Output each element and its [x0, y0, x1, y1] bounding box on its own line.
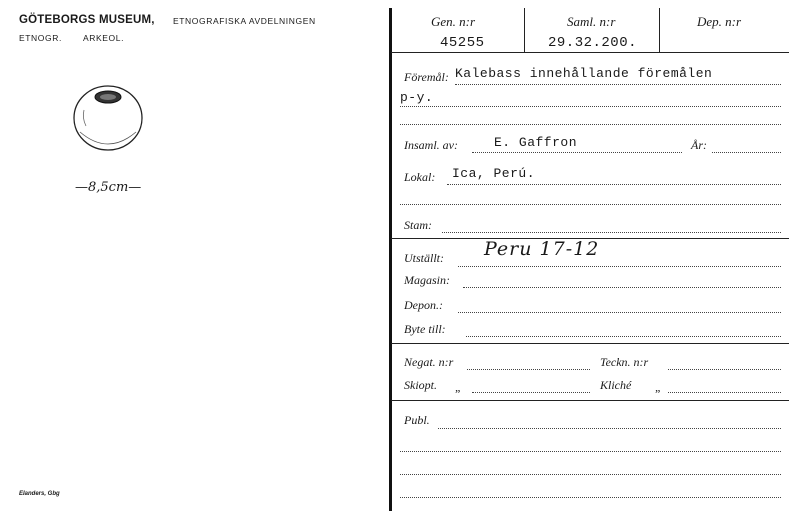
section-row: [19, 33, 125, 43]
dotted-line: [668, 369, 781, 370]
dotted-line: [472, 392, 590, 393]
gen-label: Gen. n:r: [431, 14, 476, 29]
printer-mark: Elanders, Gbg: [19, 491, 60, 497]
measurement: —8,5cm—: [75, 180, 142, 195]
depon-label: Depon.:: [404, 298, 443, 312]
dotted-line: [447, 184, 781, 185]
skiopt-ditto: „: [455, 380, 462, 394]
dotted-line: [463, 287, 781, 288]
dotted-line: [455, 84, 781, 85]
gen-value: 45255: [440, 35, 485, 51]
dotted-line: [400, 474, 781, 475]
skiopt-label: Skiopt.: [404, 378, 437, 392]
stam-label: Stam:: [404, 218, 432, 232]
dotted-line: [467, 369, 590, 370]
dep-label: Dep. n:r: [697, 14, 742, 29]
lokal-value: Ica, Perú.: [452, 166, 536, 181]
saml-label: Saml. n:r: [567, 14, 616, 29]
card-divider: [389, 8, 392, 511]
dotted-line: [400, 204, 781, 205]
cell-divider: [524, 8, 525, 52]
utstallt-value: Peru 17-12: [484, 238, 600, 260]
ar-label: År:: [691, 138, 707, 152]
dotted-line: [458, 266, 781, 267]
section-rule: [391, 400, 789, 401]
lokal-label: Lokal:: [404, 170, 436, 184]
foremal-label: Föremål:: [404, 70, 449, 84]
insaml-label: Insaml. av:: [404, 138, 458, 152]
section-rule: [391, 343, 789, 344]
dotted-line: [466, 336, 781, 337]
header-rule: [391, 52, 789, 53]
dotted-line: [712, 152, 781, 153]
museum-name: GÖTEBORGS MUSEUM,: [19, 14, 155, 26]
negat-label: Negat. n:r: [404, 355, 454, 369]
dotted-line: [400, 497, 781, 498]
dotted-line: [472, 152, 682, 153]
gourd-sketch-icon: [68, 82, 148, 159]
dotted-line: [458, 312, 781, 313]
cell-divider: [659, 8, 660, 52]
teckn-label: Teckn. n:r: [600, 355, 649, 369]
utstallt-label: Utställt:: [404, 251, 445, 265]
kliche-ditto: „: [655, 380, 662, 394]
dotted-line: [438, 428, 781, 429]
dotted-line: [400, 106, 781, 107]
foremal-value-line1: Kalebass innehållande föremålen: [455, 66, 713, 81]
section-etnogr: ETNOGR.: [19, 33, 62, 43]
kliche-label: Kliché: [600, 378, 632, 392]
section-arkeol: ARKEOL.: [83, 33, 125, 43]
insaml-value: E. Gaffron: [494, 135, 578, 150]
foremal-value-line2: p-y.: [400, 90, 434, 105]
dotted-line: [400, 451, 781, 452]
dotted-line: [400, 124, 781, 125]
dotted-line: [442, 232, 781, 233]
publ-label: Publ.: [404, 413, 430, 427]
byte-label: Byte till:: [404, 322, 446, 336]
dotted-line: [668, 392, 781, 393]
saml-value: 29.32.200.: [548, 35, 638, 51]
department-name: ETNOGRAFISKA AVDELNINGEN: [173, 16, 316, 26]
magasin-label: Magasin:: [404, 273, 450, 287]
